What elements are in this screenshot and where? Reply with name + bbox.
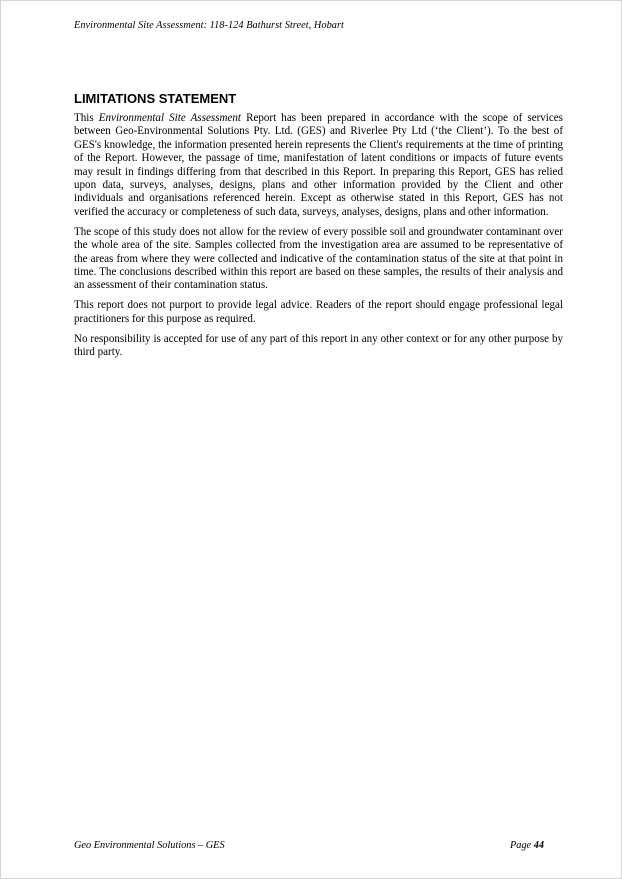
page-number: 44	[533, 840, 544, 851]
report-title-emphasis: Environmental Site Assessment	[98, 112, 241, 124]
footer-company: Geo Environmental Solutions – GES	[74, 840, 225, 851]
footer-page	[510, 840, 544, 851]
paragraph-study-scope: The scope of this study does not allow for the review of every possible soil and groundwater contaminant over the whole area of the site. Samples collected from the investigation area are assumed to be representative of the areas from where they were collected and indicative of the contamination status of the site at that point in time. The conclusions described within this report are based on these samples, the results of their analysis and an assessment of their contamination status.	[74, 225, 563, 292]
paragraph-scope-of-services	[74, 112, 563, 219]
page-label: Page	[509, 840, 532, 851]
paragraph-body-text: Report has been prepared in accordance with the scope of services between Geo-Environmental Solutions Pty. Ltd. (GES) and Riverlee Pty Ltd (‘the Client’). To the best of GES's knowledge, the information presented herein represents the Client's requirements at the time of printing of the Report. However, the passage of time, manifestation of latent conditions or impacts of future events may result in findings differing from that described in this Report. In preparing this Report, GES has relied upon data, surveys, analyses, designs, plans and other information provided by the Client and other individuals and organisations referenced herein. Except as otherwise stated in this Report, GES has not verified the accuracy or completeness of such data, surveys, analyses, designs, plans and other information.	[74, 112, 563, 218]
paragraph-legal-advice: This report does not purport to provide legal advice. Readers of the report should engage professional legal practitioners for this purpose as required.	[74, 299, 563, 325]
paragraph-lead-text: This	[74, 112, 99, 124]
paragraph-responsibility: No responsibility is accepted for use of any part of this report in any other context or for any other purpose by third party.	[74, 332, 563, 359]
page-content	[74, 90, 563, 366]
section-heading: LIMITATIONS STATEMENT	[74, 91, 237, 106]
running-header: Environmental Site Assessment: 118-124 Bathurst Street, Hobart	[74, 20, 344, 31]
